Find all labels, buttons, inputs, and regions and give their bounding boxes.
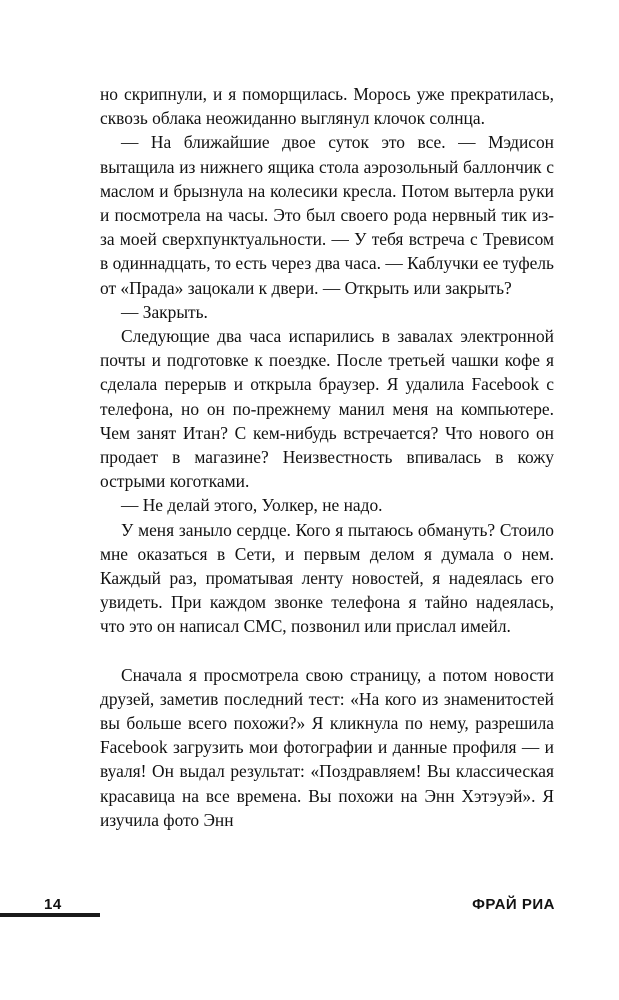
paragraph-7: Сначала я просмотрела свою страницу, а потом новости друзей, заметив последний тест: «На кого из знаменитостей вы больше всего похожи?» Я кликнула по нему, разрешила Facebook загрузить мои фотографии и данные профиля — и вуаля! Он выдал результат: «Поздравляем! Вы классическая красавица на все времена. Вы похожи на Энн Хэтэуэй». Я изучила фото Энн [100, 664, 554, 830]
page-body [100, 82, 554, 832]
section-break [100, 639, 554, 663]
running-footer-author: ФРАЙ РИА [472, 896, 555, 913]
paragraph-4: Следующие два часа испарились в завалах электронной почты и подготовке к поездке. После третьей чашки кофе я сделала перерыв и открыла браузер. Я удалила Facebook с телефона, но он по-прежнему манил меня на компьютере. Чем занят Итан? С кем-нибудь встречается? Что нового он продает в магазине? Неизвестность впивалась в кожу острыми коготками. [100, 326, 554, 492]
paragraph-6: У меня заныло сердце. Кого я пытаюсь обмануть? Стоило мне оказаться в Сети, и первым делом я думала о нем. Каждый раз, проматывая ленту новостей, я надеялась его увидеть. При каждом звонке телефона я тайно надеялась, что это он написал СМС, позвонил или прислал имейл. [100, 519, 554, 637]
paragraph-5: — Не делай этого, Уолкер, не надо. [121, 495, 383, 516]
paragraph-1: но скрипнули, и я поморщилась. Морось уже прекратилась, сквозь облака неожиданно выглянул клочок солнца. [100, 84, 554, 129]
page-number: 14 [44, 896, 62, 913]
footer-rule [0, 913, 100, 917]
paragraph-3: — Закрыть. [121, 301, 208, 322]
paragraph-2: — На ближайшие двое суток это все. — Мэдисон вытащила из нижнего ящика стола аэрозольный баллончик с маслом и брызнула на колесики кресла. Потом вытерла руки и посмотрела на часы. Это был своего рода нервный тик из-за моей сверхпунктуальности. — У тебя встреча с Тревисом в одиннадцать, то есть через два часа. — Каблучки ее туфель от «Прада» зацокали к двери. — Открыть или закрыть? [100, 132, 554, 298]
